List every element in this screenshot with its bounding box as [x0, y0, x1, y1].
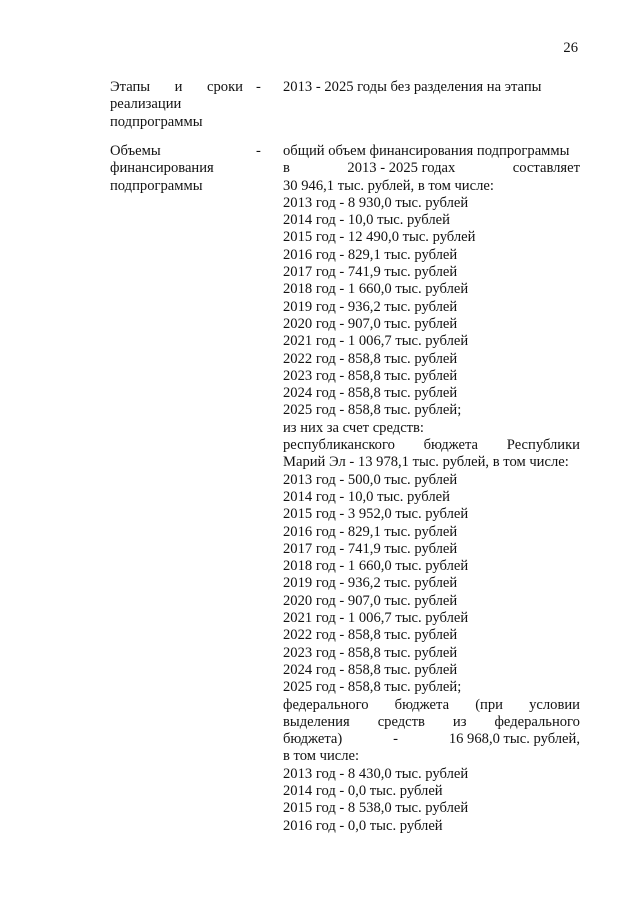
page-number: 26: [563, 40, 578, 56]
financing-label-line: финансирования: [110, 160, 214, 177]
republic-year-row: 2017 год - 741,9 тыс. рублей: [283, 540, 458, 557]
republic-year-row: 2019 год - 936,2 тыс. рублей: [283, 575, 458, 592]
financing-intro-line: 30 946,1 тыс. рублей, в том числе:: [283, 177, 494, 194]
federal-budget-line: [283, 731, 580, 748]
financing-intro-word: в: [283, 160, 290, 177]
federal-budget-line: [283, 714, 580, 731]
stages-content: [273, 79, 580, 131]
total-year-row: 2022 год - 858,8 тыс. рублей: [283, 350, 458, 367]
total-year-row: 2021 год - 1 006,7 тыс. рублей: [283, 333, 469, 350]
financing-intro-word: 2013 - 2025 годах: [347, 160, 456, 177]
republic-year-row: 2023 год - 858,8 тыс. рублей: [283, 644, 458, 661]
federal-budget-word: федерального: [283, 696, 369, 713]
total-years-list: [283, 195, 580, 420]
federal-year-row: 2014 год - 0,0 тыс. рублей: [283, 782, 443, 799]
republic-budget-word: бюджета: [423, 437, 479, 454]
republic-year-row: 2024 год - 858,8 тыс. рублей: [283, 661, 458, 678]
financing-intro-line: [283, 160, 580, 177]
republic-year-row: 2021 год - 1 006,7 тыс. рублей: [283, 610, 469, 627]
section-financing: [110, 143, 580, 835]
financing-intro-text: общий объем финансирования подпрограммы: [283, 143, 570, 159]
financing-label-line: подпрограммы: [110, 177, 203, 194]
stages-label-line: подпрограммы: [110, 113, 203, 130]
stages-label-word: и: [174, 79, 183, 95]
total-year-row: 2024 год - 858,8 тыс. рублей: [283, 385, 458, 402]
total-year-row: 2017 год - 741,9 тыс. рублей: [283, 264, 458, 281]
federal-budget-word: бюджета: [394, 696, 450, 713]
total-year-row: 2018 год - 1 660,0 тыс. рублей: [283, 281, 469, 298]
total-year-row: 2025 год - 858,8 тыс. рублей;: [283, 402, 462, 419]
republic-budget-line: [283, 437, 580, 454]
stages-label-word: Этапы: [110, 79, 151, 95]
total-year-row: 2020 год - 907,0 тыс. рублей: [283, 315, 458, 332]
federal-budget-word: 16 968,0 тыс. рублей,: [448, 731, 580, 748]
federal-budget-word: выделения: [283, 713, 350, 730]
section-stages: [110, 79, 580, 131]
federal-budget-word: (при: [475, 696, 503, 713]
stages-text: 2013 - 2025 годы без разделения на этапы: [283, 79, 542, 95]
republic-budget-word: республиканского: [283, 437, 395, 454]
republic-year-row: 2025 год - 858,8 тыс. рублей;: [283, 679, 462, 696]
total-year-row: 2023 год - 858,8 тыс. рублей: [283, 367, 458, 384]
federal-budget-word: бюджета): [283, 731, 343, 748]
republic-year-row: 2013 год - 500,0 тыс. рублей: [283, 471, 458, 488]
stages-dash: -: [256, 79, 261, 95]
total-year-row: 2019 год - 936,2 тыс. рублей: [283, 298, 458, 315]
funding-sources-heading: из них за счет средств:: [283, 419, 424, 436]
federal-budget-word: из: [452, 713, 467, 730]
republic-year-row: 2022 год - 858,8 тыс. рублей: [283, 627, 458, 644]
federal-years-list: [283, 766, 580, 835]
republic-year-row: 2014 год - 10,0 тыс. рублей: [283, 488, 450, 505]
stages-label: [110, 79, 243, 131]
republic-years-list: [283, 472, 580, 697]
financing-label-line: Объемы: [110, 143, 161, 159]
total-year-row: 2013 год - 8 930,0 тыс. рублей: [283, 194, 469, 211]
federal-budget-line: в том числе:: [283, 748, 360, 765]
financing-intro-line: [283, 143, 580, 160]
republic-budget-word: Республики: [506, 437, 580, 454]
stages-label-word: сроки: [207, 79, 243, 95]
stages-label-line: реализации: [110, 96, 182, 113]
republic-year-row: 2016 год - 829,1 тыс. рублей: [283, 523, 458, 540]
financing-label: [110, 143, 243, 835]
federal-year-row: 2013 год - 8 430,0 тыс. рублей: [283, 765, 469, 782]
total-year-row: 2016 год - 829,1 тыс. рублей: [283, 246, 458, 263]
republic-budget-line: Марий Эл - 13 978,1 тыс. рублей, в том числе:: [283, 454, 569, 471]
federal-budget-word: федерального: [494, 713, 580, 730]
federal-budget-word: -: [393, 731, 398, 748]
federal-budget-word: средств: [377, 713, 425, 730]
federal-year-row: 2015 год - 8 538,0 тыс. рублей: [283, 800, 469, 817]
federal-budget-word: условии: [529, 696, 580, 713]
total-year-row: 2015 год - 12 490,0 тыс. рублей: [283, 229, 476, 246]
federal-budget-line: [283, 697, 580, 714]
financing-dash: -: [256, 143, 261, 159]
financing-intro-word: составляет: [512, 160, 580, 177]
republic-year-row: 2020 год - 907,0 тыс. рублей: [283, 592, 458, 609]
republic-year-row: 2015 год - 3 952,0 тыс. рублей: [283, 506, 469, 523]
republic-year-row: 2018 год - 1 660,0 тыс. рублей: [283, 558, 469, 575]
total-year-row: 2014 год - 10,0 тыс. рублей: [283, 212, 450, 229]
financing-content: [273, 143, 580, 835]
federal-year-row: 2016 год - 0,0 тыс. рублей: [283, 817, 443, 834]
